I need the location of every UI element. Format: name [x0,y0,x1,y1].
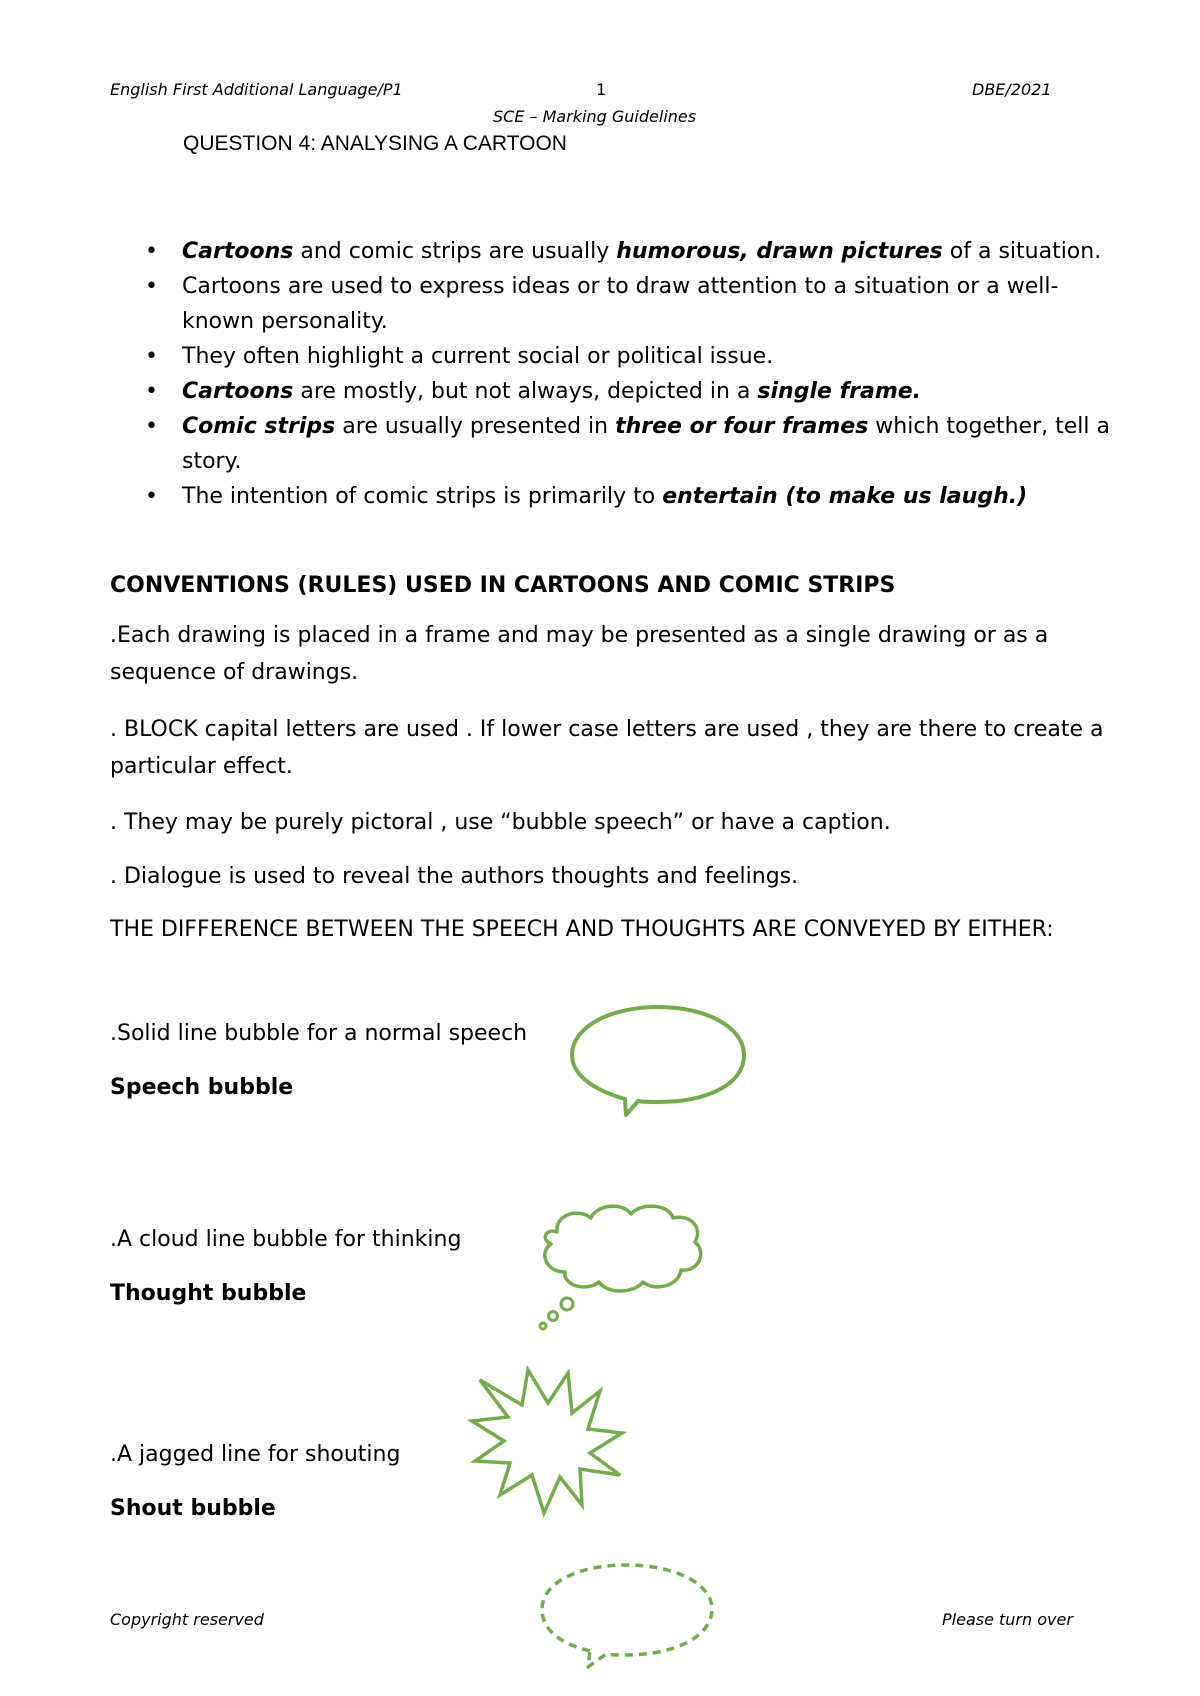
speech-bubble-label: Speech bubble [110,1075,294,1100]
bullet-item [145,339,1125,374]
convention-paragraph: . BLOCK capital letters are used . If lower case letters are used , they are there to create a particular effect. [110,717,1104,779]
bullet-emphasis: single frame. [757,379,922,404]
convention-paragraph: . They may be purely pictoral , use “bubble speech” or have a caption. [110,810,891,835]
thought-bubble-icon [535,1200,710,1335]
bullet-text: They often highlight a current social or political issue. [182,344,774,369]
bullet-text: are mostly, but not always, depicted in a [293,379,758,404]
bullet-item [145,269,1125,339]
speech-bubble-description: .Solid line bubble for a normal speech [110,1021,528,1046]
header-left: English First Additional Language/P1 [110,80,403,99]
bullet-emphasis: three or four frames [615,414,869,439]
speech-bubble-icon [570,1005,760,1125]
bullet-item [145,374,1125,409]
convention-paragraph: . Dialogue is used to reveal the authors thoughts and feelings. [110,864,799,889]
convention-paragraph: .Each drawing is placed in a frame and may be presented as a single drawing or as a sequence of drawings. [110,623,1049,685]
footer-left: Copyright reserved [110,1610,264,1629]
footer-right: Please turn over [942,1610,1073,1629]
bullet-emphasis: Comic strips [182,414,336,439]
conventions-heading: CONVENTIONS (RULES) USED IN CARTOONS AND COMIC STRIPS [110,573,896,598]
bullet-item [145,479,1125,514]
question-title: QUESTION 4: ANALYSING A CARTOON [183,132,567,155]
bullet-text: The intention of comic strips is primarily to [182,484,663,509]
header-page-number: 1 [596,80,607,99]
difference-line: THE DIFFERENCE BETWEEN THE SPEECH AND THOUGHTS ARE CONVEYED BY EITHER: [110,917,1054,942]
shout-bubble-label: Shout bubble [110,1496,276,1521]
bullet-list [145,234,1125,514]
bullet-text: and comic strips are usually [293,239,617,264]
bullet-text: are usually presented in [335,414,616,439]
dashed-speech-bubble-icon [540,1563,720,1673]
bullet-emphasis: Cartoons [182,379,294,404]
bullet-item [145,409,1125,479]
thought-bubble-label: Thought bubble [110,1281,307,1306]
header-right: DBE/2021 [972,80,1052,99]
bullet-text: which together, tell a story. [182,414,1110,474]
shout-bubble-icon [470,1365,630,1515]
thought-bubble-description: .A cloud line bubble for thinking [110,1227,462,1252]
bullet-emphasis: humorous, drawn pictures [616,239,943,264]
header-subtitle: SCE – Marking Guidelines [493,107,697,126]
shout-bubble-description: .A jagged line for shouting [110,1442,401,1467]
bullet-emphasis: Cartoons [182,239,294,264]
bullet-emphasis: entertain (to make us laugh.) [662,484,1028,509]
bullet-item [145,234,1125,269]
bullet-text: Cartoons are used to express ideas or to draw attention to a situation or a well-known personality. [182,274,1059,334]
bullet-text: of a situation. [942,239,1102,264]
